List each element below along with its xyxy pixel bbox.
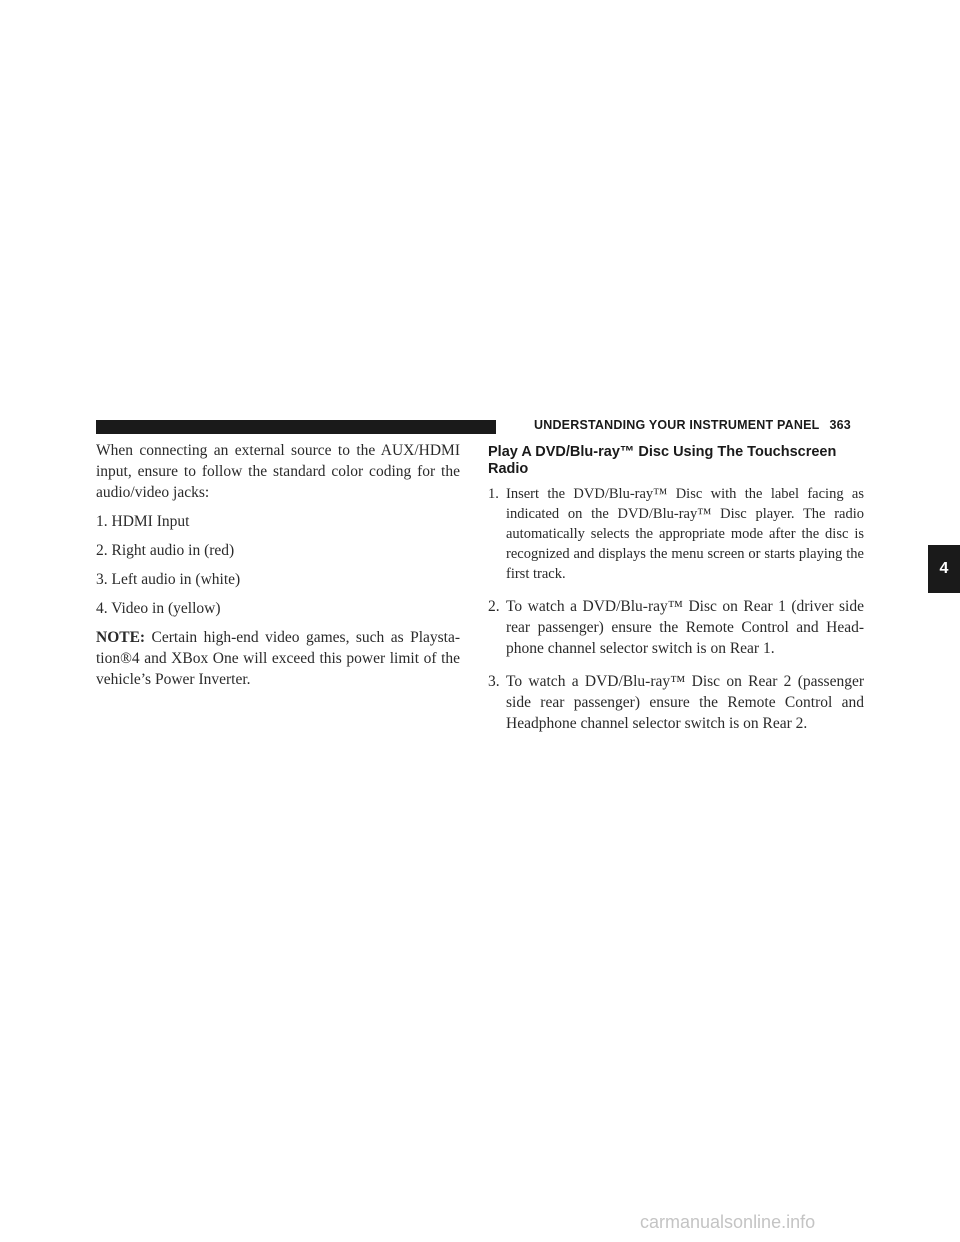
- note-text: Certain high-end video games, such as Playsta-tion®4 and XBox One will exceed this power limit of the vehicle’s Power Inverter.: [96, 629, 461, 688]
- watermark-link[interactable]: carmanualsonline.info: [640, 1212, 816, 1232]
- page-number: 363: [829, 418, 851, 432]
- right-column: [488, 440, 864, 734]
- intro-paragraph: When connecting an external source to the AUX/HDMI input, ensure to follow the standard color coding for the audio/video jacks:: [96, 442, 460, 501]
- note-paragraph: [96, 627, 460, 690]
- step-text: Insert the DVD/Blu-ray™ Disc with the label facing as indicated on the DVD/Blu-ray™ Disc player. The radio automatically selects the appropriate mode after the disc is recognized and displays the menu screen or starts playing the first track.: [506, 486, 864, 582]
- section-heading: Play A DVD/Blu-ray™ Disc Using The Touchscreen Radio: [488, 444, 837, 477]
- left-column: [96, 440, 460, 690]
- list-item: 1. HDMI Input: [96, 513, 190, 530]
- step-number: 2.: [488, 598, 500, 615]
- step-item: [488, 484, 864, 584]
- list-item: 2. Right audio in (red): [96, 542, 235, 559]
- note-label: NOTE:: [96, 629, 146, 646]
- step-number: 3.: [488, 673, 500, 690]
- step-item: [488, 671, 864, 734]
- step-text: To watch a DVD/Blu-ray™ Disc on Rear 2 (passenger side rear passenger) ensure the Remote Control and Headphone channel selector switch is on Rear 2.: [506, 673, 864, 732]
- list-item: 3. Left audio in (white): [96, 571, 241, 588]
- list-item: 4. Video in (yellow): [96, 600, 221, 617]
- section-title: UNDERSTANDING YOUR INSTRUMENT PANEL: [534, 418, 820, 432]
- step-item: [488, 596, 864, 659]
- step-number: 1.: [488, 486, 499, 502]
- running-header: [534, 418, 851, 432]
- chapter-tab: 4: [928, 545, 960, 593]
- step-text: To watch a DVD/Blu-ray™ Disc on Rear 1 (driver side rear passenger) ensure the Remote Control and Head-phone channel selector switch is on Rear 1.: [506, 598, 864, 657]
- header-rule: [96, 420, 496, 434]
